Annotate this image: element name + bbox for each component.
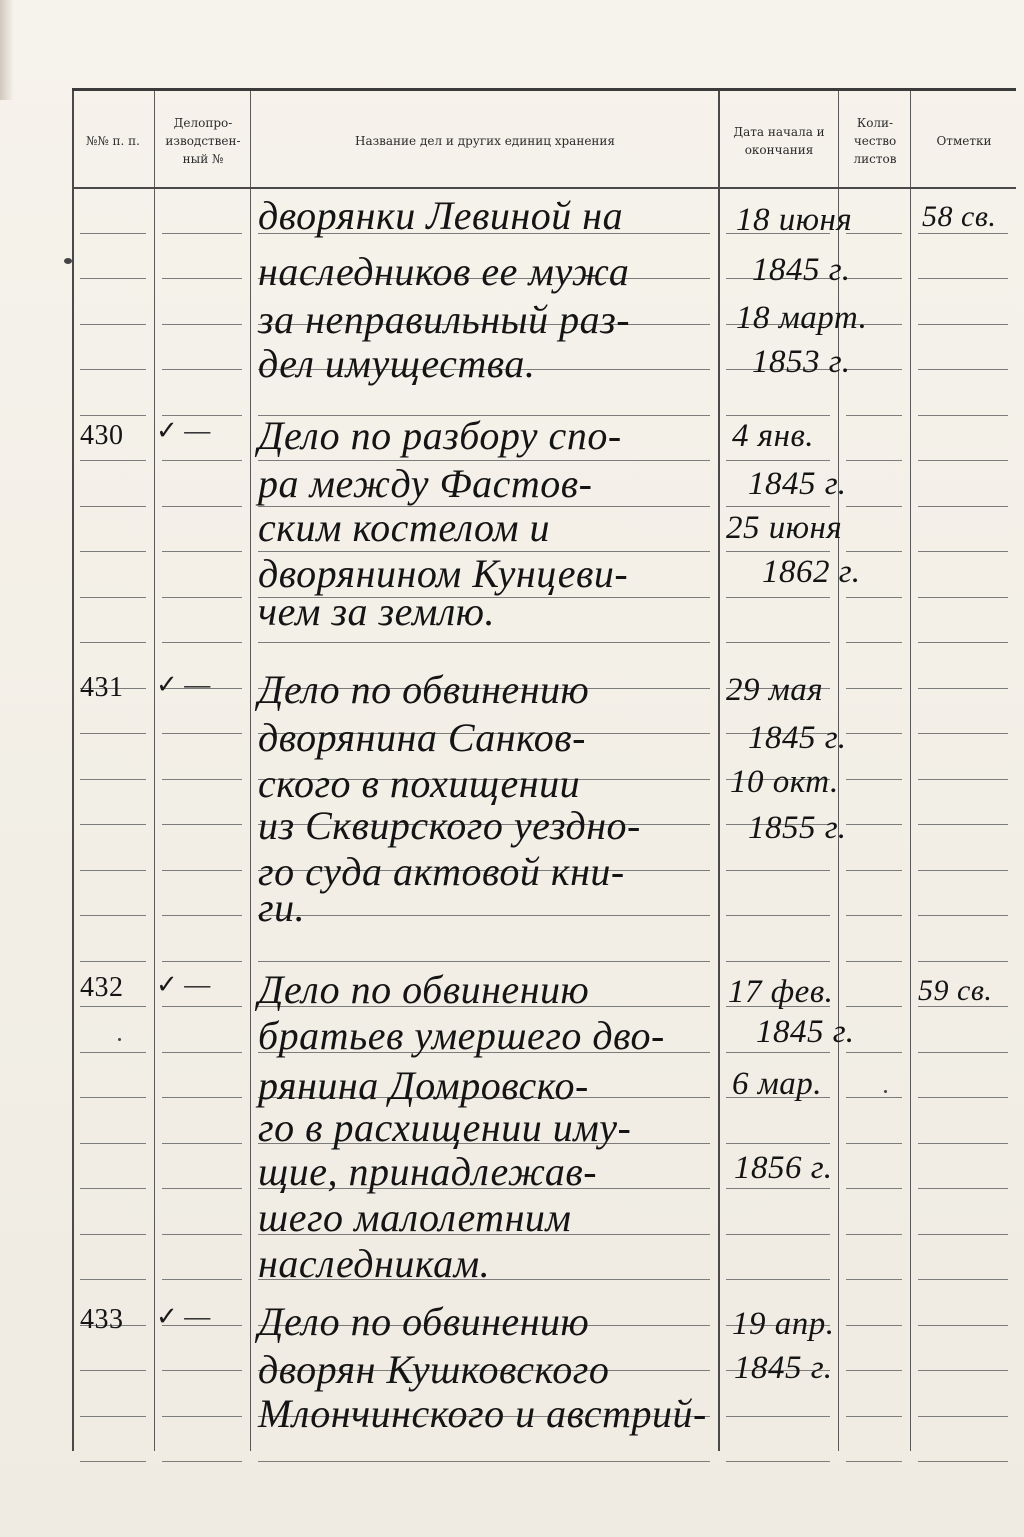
ruled-line xyxy=(80,1052,146,1053)
ruled-line xyxy=(258,915,710,916)
ruled-line xyxy=(846,1052,902,1053)
ruled-line xyxy=(80,870,146,871)
entry-3-line-4: щие, принадлежав- xyxy=(258,1149,598,1194)
ruled-line xyxy=(846,733,902,734)
ruled-line xyxy=(162,870,242,871)
ruled-line xyxy=(80,1416,146,1417)
ruled-line xyxy=(918,1052,1008,1053)
ink-blot xyxy=(64,258,72,264)
entry-3-num: 432 xyxy=(80,972,124,1003)
ruled-line xyxy=(846,915,902,916)
entry-0-date-1: 1845 г. xyxy=(752,252,851,288)
ruled-line xyxy=(80,1234,146,1235)
entry-3-sheets: 59 св. xyxy=(918,974,993,1007)
ruled-line xyxy=(80,824,146,825)
ruled-line xyxy=(80,551,146,552)
ruled-line xyxy=(918,1143,1008,1144)
ruled-line xyxy=(162,506,242,507)
ruled-line xyxy=(162,1052,242,1053)
ruled-line xyxy=(162,779,242,780)
ruled-line xyxy=(162,1097,242,1098)
header-title: Название дел и других единиц хранения xyxy=(354,134,615,148)
paper-speck xyxy=(118,1038,121,1041)
ruled-line xyxy=(162,733,242,734)
ruled-line xyxy=(726,551,830,552)
entry-0-line-1: наследников ее мужа xyxy=(258,249,630,294)
ruled-line xyxy=(918,642,1008,643)
ruled-line xyxy=(80,369,146,370)
ruled-line xyxy=(726,1188,830,1189)
ruled-line xyxy=(918,870,1008,871)
ruled-line xyxy=(80,1097,146,1098)
ruled-line xyxy=(162,551,242,552)
ruled-line xyxy=(162,324,242,325)
ruled-line xyxy=(846,597,902,598)
ruled-line xyxy=(162,915,242,916)
ruled-line xyxy=(918,324,1008,325)
ruled-line xyxy=(918,961,1008,962)
ruled-line xyxy=(162,1234,242,1235)
ruled-line xyxy=(846,1461,902,1462)
entry-3-check: ✓ — xyxy=(156,970,211,999)
entry-3-line-6: наследникам. xyxy=(258,1241,491,1286)
entry-2-line-5: ги. xyxy=(258,885,306,930)
entry-4-date-0: 19 апр. xyxy=(732,1306,835,1342)
ruled-line xyxy=(80,733,146,734)
ruled-line xyxy=(726,642,830,643)
entry-3-line-3: го в расхищении иму- xyxy=(258,1105,632,1150)
ruled-line xyxy=(918,1461,1008,1462)
ruled-line xyxy=(846,1370,902,1371)
entry-1-line-0: Дело по разбору спо- xyxy=(258,413,622,458)
ruled-line xyxy=(80,460,146,461)
ruled-line xyxy=(918,1097,1008,1098)
ruled-line xyxy=(80,915,146,916)
ruled-line xyxy=(846,642,902,643)
ruled-line xyxy=(918,278,1008,279)
ruled-line xyxy=(918,779,1008,780)
entry-3-date-4: 1856 г. xyxy=(734,1150,833,1186)
ruled-line xyxy=(80,961,146,962)
ruled-line xyxy=(846,1143,902,1144)
ruled-line xyxy=(726,1461,830,1462)
entry-3-date-0: 17 фев. xyxy=(728,974,834,1010)
ruled-line xyxy=(918,369,1008,370)
entry-4-num: 433 xyxy=(80,1304,124,1335)
paper-edge-shadow xyxy=(0,0,14,100)
entry-0-sheets: 58 св. xyxy=(922,200,997,233)
entry-4-line-2: Млончинского и австрий- xyxy=(258,1391,707,1436)
header-notes: Отметки xyxy=(936,134,992,148)
ruled-line xyxy=(80,1143,146,1144)
ruled-line xyxy=(162,278,242,279)
ruled-line xyxy=(80,278,146,279)
entry-0-date-2: 18 март. xyxy=(736,300,868,336)
ruled-line xyxy=(846,1234,902,1235)
ruled-line xyxy=(918,1370,1008,1371)
ruled-line xyxy=(162,460,242,461)
ruled-line xyxy=(80,233,146,234)
ruled-line xyxy=(162,1279,242,1280)
ruled-line xyxy=(846,1325,902,1326)
ruled-line xyxy=(80,597,146,598)
entry-0-line-0: дворянки Левиной на xyxy=(258,193,624,238)
ruled-line xyxy=(918,1325,1008,1326)
ruled-line xyxy=(918,506,1008,507)
entry-0-date-3: 1853 г. xyxy=(752,344,851,380)
ruled-line xyxy=(918,915,1008,916)
entry-2-line-2: ского в похищении xyxy=(258,761,581,806)
ruled-line xyxy=(846,415,902,416)
entry-2-num: 431 xyxy=(80,672,124,703)
entry-3-line-0: Дело по обвинению xyxy=(258,967,590,1012)
ruled-line xyxy=(726,915,830,916)
ruled-line xyxy=(80,415,146,416)
ruled-line xyxy=(726,597,830,598)
ruled-line xyxy=(162,1143,242,1144)
entry-4-date-1: 1845 г. xyxy=(734,1350,833,1386)
ruled-line xyxy=(846,1279,902,1280)
ruled-line xyxy=(846,233,902,234)
entry-4-line-0: Дело по обвинению xyxy=(258,1299,590,1344)
ruled-line xyxy=(846,870,902,871)
ruled-line xyxy=(918,1279,1008,1280)
paper-speck xyxy=(884,1090,887,1093)
entry-4-check: ✓ — xyxy=(156,1302,211,1331)
ruled-line xyxy=(162,1188,242,1189)
ruled-line xyxy=(80,1279,146,1280)
ruled-line xyxy=(80,1461,146,1462)
ruled-line xyxy=(846,824,902,825)
ruled-line xyxy=(846,1416,902,1417)
entry-1-num: 430 xyxy=(80,420,124,451)
entry-1-line-2: ским костелом и xyxy=(258,505,551,550)
header-dates: Дата начала и окончания xyxy=(733,125,825,157)
ruled-line xyxy=(846,551,902,552)
entry-0-line-2: за неправильный раз- xyxy=(258,297,631,342)
entry-0-date-0: 18 июня xyxy=(736,202,853,238)
ruled-line xyxy=(726,460,830,461)
ruled-line xyxy=(162,597,242,598)
entry-1-line-4: чем за землю. xyxy=(258,589,496,634)
ruled-line xyxy=(918,733,1008,734)
entry-3-line-5: шего малолетним xyxy=(258,1195,572,1240)
ruled-line xyxy=(726,1143,830,1144)
ruled-line xyxy=(846,369,902,370)
ruled-line xyxy=(846,779,902,780)
ruled-line xyxy=(80,779,146,780)
ruled-line xyxy=(162,824,242,825)
entry-2-check: ✓ — xyxy=(156,670,211,699)
ruled-line xyxy=(162,369,242,370)
ruled-line xyxy=(162,1461,242,1462)
entry-2-date-2: 10 окт. xyxy=(730,764,839,800)
ruled-line xyxy=(846,506,902,507)
ruled-line xyxy=(918,460,1008,461)
ruled-line xyxy=(846,961,902,962)
ruled-line xyxy=(258,642,710,643)
ruled-line xyxy=(258,961,710,962)
ruled-line xyxy=(846,278,902,279)
entry-2-line-3: из Сквирского уездно- xyxy=(258,803,641,848)
ruled-line xyxy=(80,324,146,325)
ruled-line xyxy=(80,506,146,507)
ruled-line xyxy=(162,233,242,234)
ruled-line xyxy=(258,1461,710,1462)
ruled-line xyxy=(846,1097,902,1098)
entry-2-date-1: 1845 г. xyxy=(748,720,847,756)
ruled-line xyxy=(726,1234,830,1235)
entry-2-line-4: го суда актовой кни- xyxy=(258,849,625,894)
ruled-line xyxy=(80,642,146,643)
ruled-line xyxy=(918,551,1008,552)
entry-3-date-2: 6 мар. xyxy=(732,1066,823,1102)
ruled-line xyxy=(80,1370,146,1371)
ruled-line xyxy=(162,642,242,643)
ruled-line xyxy=(918,688,1008,689)
entry-1-date-2: 25 июня xyxy=(726,510,843,546)
ruled-line xyxy=(726,870,830,871)
entry-2-date-3: 1855 г. xyxy=(748,810,847,846)
ruled-line xyxy=(726,961,830,962)
ruled-line xyxy=(918,824,1008,825)
ruled-line xyxy=(918,1234,1008,1235)
ruled-line xyxy=(918,1188,1008,1189)
entry-3-date-1: 1845 г. xyxy=(756,1014,855,1050)
header-num: №№ п. п. xyxy=(86,134,140,148)
ruled-line xyxy=(726,415,830,416)
ruled-line xyxy=(846,688,902,689)
ruled-line xyxy=(162,1416,242,1417)
entry-2-line-0: Дело по обвинению xyxy=(258,667,590,712)
entry-4-line-1: дворян Кушковского xyxy=(258,1347,610,1392)
ruled-line xyxy=(918,597,1008,598)
ruled-line xyxy=(162,1370,242,1371)
entry-2-line-1: дворянина Санков- xyxy=(258,715,586,760)
ruled-line xyxy=(80,1006,146,1007)
header-sheets: Коли-чество листов xyxy=(853,116,897,166)
ruled-line xyxy=(846,460,902,461)
ruled-line xyxy=(726,1052,830,1053)
header-office-num: Делопро-изводствен-ный № xyxy=(165,116,241,166)
ruled-line xyxy=(726,506,830,507)
entry-2-date-0: 29 мая xyxy=(726,672,824,708)
entry-0-line-3: дел имущества. xyxy=(258,341,536,386)
ruled-line xyxy=(726,1416,830,1417)
entry-1-date-3: 1862 г. xyxy=(762,554,861,590)
ruled-line xyxy=(726,1279,830,1280)
ruled-line xyxy=(918,1416,1008,1417)
entry-3-line-1: братьев умершего дво- xyxy=(258,1013,665,1058)
ruled-line xyxy=(162,961,242,962)
entry-1-line-3: дворянином Кунцеви- xyxy=(258,551,629,596)
entry-1-date-1: 1845 г. xyxy=(748,466,847,502)
entry-3-line-2: рянина Домровско- xyxy=(258,1063,589,1108)
entry-1-check: ✓ — xyxy=(156,416,211,445)
ruled-line xyxy=(162,1006,242,1007)
ruled-line xyxy=(80,1188,146,1189)
ruled-line xyxy=(846,1188,902,1189)
ruled-line xyxy=(846,1006,902,1007)
ruled-line xyxy=(918,415,1008,416)
entry-1-date-0: 4 янв. xyxy=(732,418,815,454)
entry-1-line-1: ра между Фастов- xyxy=(258,461,593,506)
ruled-line xyxy=(918,233,1008,234)
